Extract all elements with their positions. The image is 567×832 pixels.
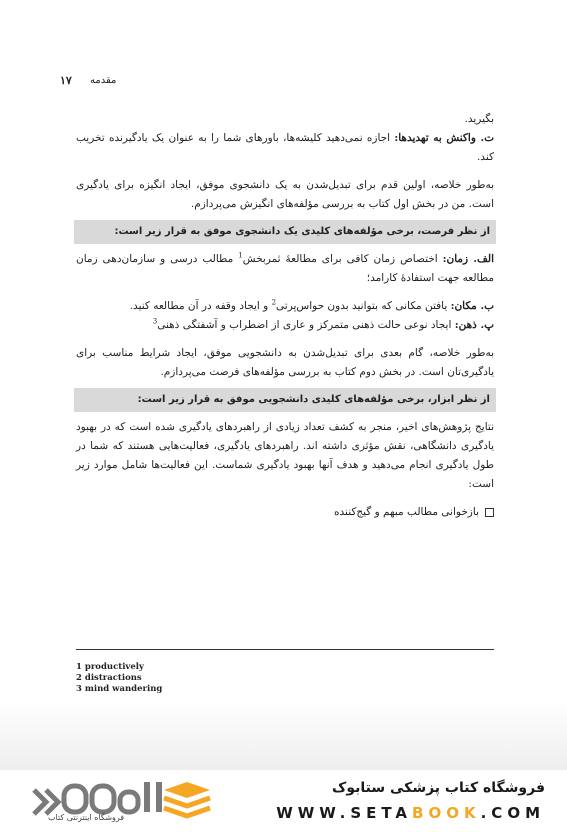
item-label: ت. واکنش به تهدیدها: [394, 132, 494, 144]
chapter-title: مقدمه [90, 75, 117, 86]
footnote-ref: 3 [152, 317, 158, 326]
logo-subtitle: فروشگاه اینترنتی کتاب [48, 813, 125, 822]
store-url-link[interactable] [276, 804, 545, 822]
footnote-divider [76, 649, 494, 650]
store-name: فروشگاه کتاب پزشکی ستابوک [332, 780, 545, 796]
highlight-box: از نظر ابزار، برخی مؤلفه‌های کلیدی دانشجویی موفق به قرار زیر است: [74, 388, 496, 412]
page-shadow [0, 700, 567, 770]
item-text: یافتن مکانی که بتوانید بدون حواس‌پرتی [276, 300, 451, 312]
paragraph [76, 250, 494, 288]
checkbox-square-icon [485, 508, 494, 517]
paragraph [76, 129, 494, 167]
paragraph [76, 316, 494, 335]
list-item [76, 503, 494, 522]
footnote-ref: 2 [271, 298, 277, 307]
paragraph: نتایج پژوهش‌های اخیر، منجر به کشف تعداد زیادی از راهبردهای یادگیری شده است که در بهبود یادگیری دانشگاهی، نقش مؤثری داشته اند. راهبردهای یادگیری، فعالیت‌هایی هستند که شما در طول یادگیری انجام می‌دهید و هدف آنها بهبود یادگیری شماست. این فعالیت‌ها شامل موارد زیر است: [76, 421, 494, 490]
url-part-highlight: BOOK [412, 804, 481, 822]
item-label: ب. مکان: [450, 300, 494, 312]
footnotes [76, 662, 376, 695]
highlight-box: از نظر فرصت، برخی مؤلفه‌های کلیدی یک دانشجوی موفق به قرار زیر است: [74, 220, 496, 244]
page-body [76, 110, 494, 522]
footnote-ref: 1 [238, 251, 243, 260]
list-item-text: بازخوانی مطالب مبهم و گیج‌کننده [334, 506, 479, 518]
page-header [60, 74, 500, 90]
item-label: پ. ذهن: [454, 319, 494, 331]
page-number: ۱۷ [60, 74, 72, 87]
book-stack-icon [160, 780, 214, 824]
item-label: الف. زمان: [442, 253, 494, 265]
url-part: .COM [480, 804, 545, 822]
item-text: ایجاد نوعی حالت ذهنی متمرکز و عاری از اضطراب و آشفتگی ذهنی [157, 319, 455, 331]
item-text: اجازه نمی‌دهید کلیشه‌ها، باورهای شما را به عنوان یک یادگیرنده تخریب کند. [76, 132, 494, 163]
paragraph: به‌طور خلاصه، اولین قدم برای تبدیل‌شدن به یک دانشجوی موفق، ایجاد انگیزه برای یادگیری است. من در بخش اول کتاب به بررسی مؤلفه‌های انگیزش می‌پردازم. [76, 179, 494, 210]
footnote: 3 mind wandering [76, 684, 163, 694]
item-text: مطالب درسی و سازمان‌دهی زمان مطالعه جهت استفادهٔ کارامد؛ [76, 253, 494, 284]
footnote: 2 distractions [76, 673, 142, 683]
item-text: اختصاص زمان کافی برای مطالعهٔ ثمربخش [242, 253, 443, 265]
footnote: 1 productively [76, 662, 144, 672]
item-text: و ایجاد وقفه در آن مطالعه کنید. [129, 300, 272, 312]
paragraph: به‌طور خلاصه، گام بعدی برای تبدیل‌شدن به دانشجویی موفق، ایجاد شرایط مناسب برای یادگیری‌تان است. در بخش دوم کتاب به بررسی مؤلفه‌های فرصت می‌پردازم. [76, 347, 494, 378]
paragraph: بگیرید. [464, 113, 494, 125]
paragraph [76, 297, 494, 316]
url-part: WWW.SETA [276, 804, 413, 822]
